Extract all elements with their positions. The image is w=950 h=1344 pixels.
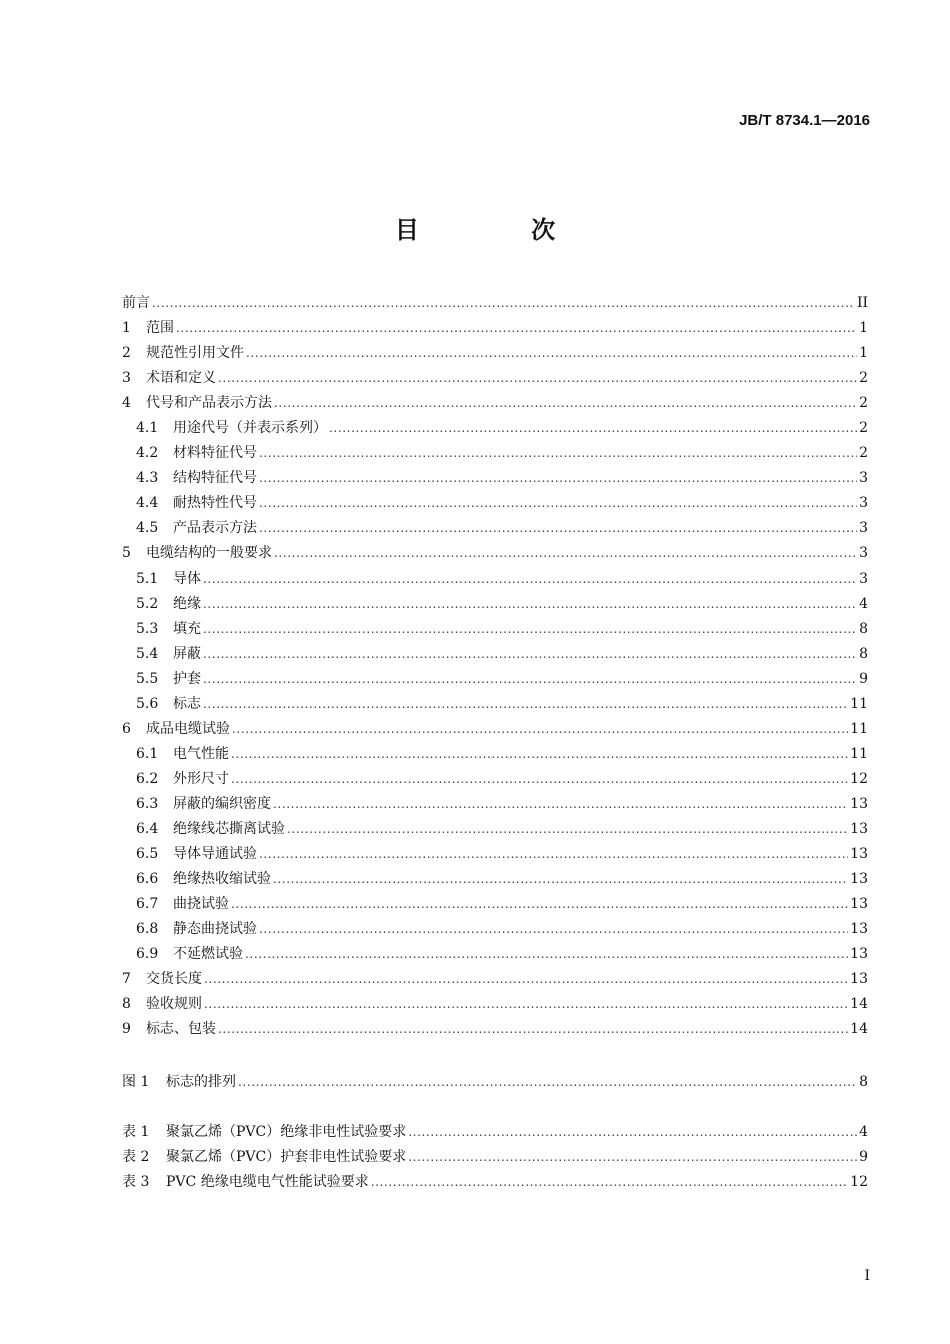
entry-page-number: 9 [859, 670, 868, 687]
entry-number: 表 1 [122, 1124, 150, 1140]
toc-entry[interactable] [122, 742, 868, 767]
entry-number: 图 1 [122, 1074, 150, 1090]
dot-leader [238, 1070, 857, 1095]
entry-page-number: 4 [859, 1124, 868, 1140]
entry-number: 6 [122, 720, 131, 737]
entry-number: 4 [122, 395, 131, 412]
toc-entry[interactable] [122, 291, 868, 316]
toc-entry[interactable] [122, 567, 868, 592]
dot-leader [176, 316, 857, 341]
entry-number: 6.7 [136, 896, 159, 913]
entry-number: 2 [122, 345, 131, 362]
toc-entry[interactable] [122, 592, 868, 617]
page-title: 目 次 [394, 216, 608, 244]
entry-title: 前言 [122, 295, 150, 311]
entry-page-number: 13 [850, 871, 868, 888]
entry-title: 屏蔽的编织密度 [173, 795, 271, 812]
entry-page-number: 12 [850, 1174, 868, 1191]
entry-title: 填充 [173, 620, 201, 637]
dot-leader [203, 592, 857, 617]
standard-number: JB/T 8734.1—2016 [739, 112, 870, 129]
dot-leader [259, 842, 848, 867]
toc-entry[interactable] [122, 792, 868, 817]
entry-page-number: 8 [859, 620, 868, 637]
toc-entry[interactable] [122, 692, 868, 717]
dot-leader [204, 992, 848, 1017]
toc-entry[interactable] [122, 917, 868, 942]
dot-leader [259, 516, 857, 541]
entry-title: 外形尺寸 [173, 770, 229, 787]
entry-page-number: 2 [859, 420, 868, 437]
entry-page-number: 2 [859, 370, 868, 387]
toc-entry[interactable] [122, 316, 868, 341]
entry-number: 6.2 [136, 770, 159, 787]
entry-page-number: 13 [850, 795, 868, 812]
entry-number: 3 [122, 370, 131, 387]
entry-title: 电气性能 [173, 745, 229, 762]
entry-page-number: 3 [859, 545, 868, 562]
entry-title: 成品电缆试验 [146, 720, 230, 737]
entry-title: 交货长度 [146, 971, 202, 988]
entry-number: 4.1 [136, 420, 159, 437]
toc-entry[interactable] [122, 867, 868, 892]
dot-leader [218, 366, 857, 391]
entry-page-number: 13 [850, 896, 868, 913]
entry-number: 6.6 [136, 871, 159, 888]
entry-page-number: 11 [850, 745, 868, 762]
toc-entry[interactable] [122, 967, 868, 992]
dot-leader [232, 717, 848, 742]
entry-page-number: 14 [850, 996, 868, 1013]
entry-number: 6.1 [136, 745, 159, 762]
entry-page-number: 13 [850, 921, 868, 938]
toc-entry[interactable] [122, 341, 868, 366]
dot-leader [246, 341, 857, 366]
dot-leader [329, 416, 857, 441]
entry-number: 5.1 [136, 570, 159, 587]
page-number: I [864, 1268, 870, 1284]
toc-entry[interactable] [122, 642, 868, 667]
entry-page-number: 13 [850, 971, 868, 988]
dot-leader [274, 541, 857, 566]
entry-number: 6.9 [136, 946, 159, 963]
entry-title: 材料特征代号 [173, 445, 257, 462]
entry-number: 1 [122, 320, 131, 337]
entry-number: 6.8 [136, 921, 159, 938]
entry-title: 绝缘 [173, 595, 201, 612]
entry-page-number: 8 [859, 1074, 868, 1090]
dot-leader [218, 1017, 848, 1042]
entry-page-number: 3 [859, 470, 868, 487]
dot-leader [203, 692, 848, 717]
entry-number: 5.6 [136, 695, 159, 712]
entry-page-number: 12 [850, 770, 868, 787]
entry-title: 护套 [173, 670, 201, 687]
entry-page-number: 4 [859, 595, 868, 612]
dot-leader [203, 642, 857, 667]
dot-leader [274, 391, 857, 416]
entry-title: 用途代号（并表示系列） [173, 420, 327, 437]
entry-number: 4.5 [136, 520, 159, 537]
entry-number: 表 2 [122, 1149, 150, 1166]
list-of-tables [122, 1120, 868, 1195]
entry-title: 曲挠试验 [173, 896, 229, 913]
entry-page-number: 2 [859, 445, 868, 462]
entry-number: 4.3 [136, 470, 159, 487]
toc-entry[interactable] [122, 391, 868, 416]
toc-entry[interactable] [122, 1017, 868, 1042]
entry-title: 聚氯乙烯（PVC）护套非电性试验要求 [166, 1149, 407, 1166]
toc-entry[interactable] [122, 617, 868, 642]
toc-entry[interactable] [122, 441, 868, 466]
toc-entry[interactable] [122, 1120, 868, 1145]
entry-title: 标志的排列 [166, 1074, 236, 1090]
entry-page-number: 1 [859, 320, 868, 337]
toc-entry[interactable] [122, 466, 868, 491]
toc-entry[interactable] [122, 1170, 868, 1195]
entry-number: 5.2 [136, 595, 159, 612]
dot-leader [259, 441, 857, 466]
entry-page-number: 3 [859, 520, 868, 537]
entry-page-number: 11 [850, 695, 868, 712]
entry-number: 6.3 [136, 795, 159, 812]
dot-leader [245, 942, 848, 967]
toc-entry[interactable] [122, 366, 868, 391]
toc-entry[interactable] [122, 667, 868, 692]
entry-page-number: 9 [859, 1149, 868, 1166]
entry-number: 9 [122, 1021, 131, 1038]
dot-leader [152, 291, 855, 316]
toc-entry[interactable] [122, 817, 868, 842]
toc-entry[interactable] [122, 416, 868, 441]
toc-entry[interactable] [122, 842, 868, 867]
dot-leader [259, 491, 857, 516]
entry-number: 7 [122, 971, 131, 988]
toc-entry[interactable] [122, 516, 868, 541]
entry-title: 规范性引用文件 [146, 345, 244, 362]
toc-entry[interactable] [122, 541, 868, 566]
entry-title: 导体 [173, 570, 201, 587]
entry-title: 标志 [173, 695, 201, 712]
entry-page-number: II [856, 295, 868, 311]
entry-number: 5 [122, 545, 131, 562]
entry-title: PVC 绝缘电缆电气性能试验要求 [166, 1174, 369, 1191]
entry-title: 范围 [146, 320, 174, 337]
dot-leader [273, 867, 848, 892]
dot-leader [287, 817, 848, 842]
entry-number: 4.2 [136, 445, 159, 462]
entry-title: 静态曲挠试验 [173, 921, 257, 938]
toc-entry[interactable] [122, 1070, 868, 1095]
dot-leader [371, 1170, 848, 1195]
toc-entry[interactable] [122, 767, 868, 792]
toc-entry[interactable] [122, 717, 868, 742]
entry-page-number: 3 [859, 495, 868, 512]
toc-entry[interactable] [122, 942, 868, 967]
entry-number: 8 [122, 996, 131, 1013]
dot-leader [203, 667, 857, 692]
entry-page-number: 13 [850, 820, 868, 837]
list-of-figures [122, 1070, 868, 1095]
toc-entry[interactable] [122, 491, 868, 516]
entry-number: 5.5 [136, 670, 159, 687]
dot-leader [273, 792, 848, 817]
entry-page-number: 3 [859, 570, 868, 587]
entry-title: 产品表示方法 [173, 520, 257, 537]
entry-number: 5.3 [136, 620, 159, 637]
entry-title: 导体导通试验 [173, 846, 257, 863]
dot-leader [259, 917, 848, 942]
entry-number: 6.4 [136, 820, 159, 837]
dot-leader [408, 1120, 857, 1145]
entry-number: 5.4 [136, 645, 159, 662]
entry-number: 表 3 [122, 1174, 150, 1191]
entry-page-number: 14 [850, 1021, 868, 1038]
entry-title: 绝缘线芯撕离试验 [173, 820, 285, 837]
entry-page-number: 1 [859, 345, 868, 362]
toc-entry[interactable] [122, 992, 868, 1017]
entry-title: 屏蔽 [173, 645, 201, 662]
dot-leader [203, 617, 857, 642]
entry-page-number: 8 [859, 645, 868, 662]
entry-title: 结构特征代号 [173, 470, 257, 487]
table-of-contents [122, 291, 868, 1042]
entry-page-number: 13 [850, 846, 868, 863]
dot-leader [408, 1145, 857, 1170]
entry-title: 验收规则 [146, 996, 202, 1013]
dot-leader [231, 742, 848, 767]
dot-leader [259, 466, 857, 491]
entry-title: 标志、包装 [146, 1021, 216, 1038]
entry-number: 4.4 [136, 495, 159, 512]
dot-leader [203, 567, 857, 592]
entry-title: 耐热特性代号 [173, 495, 257, 512]
entry-title: 电缆结构的一般要求 [146, 545, 272, 562]
entry-title: 不延燃试验 [173, 946, 243, 963]
entry-page-number: 2 [859, 395, 868, 412]
dot-leader [204, 967, 848, 992]
dot-leader [231, 767, 848, 792]
dot-leader [231, 892, 848, 917]
entry-title: 聚氯乙烯（PVC）绝缘非电性试验要求 [166, 1124, 407, 1140]
toc-entry[interactable] [122, 1145, 868, 1170]
entry-page-number: 13 [850, 946, 868, 963]
entry-title: 绝缘热收缩试验 [173, 871, 271, 888]
entry-number: 6.5 [136, 846, 159, 863]
entry-title: 术语和定义 [146, 370, 216, 387]
entry-title: 代号和产品表示方法 [146, 395, 272, 412]
entry-page-number: 11 [850, 720, 868, 737]
toc-entry[interactable] [122, 892, 868, 917]
